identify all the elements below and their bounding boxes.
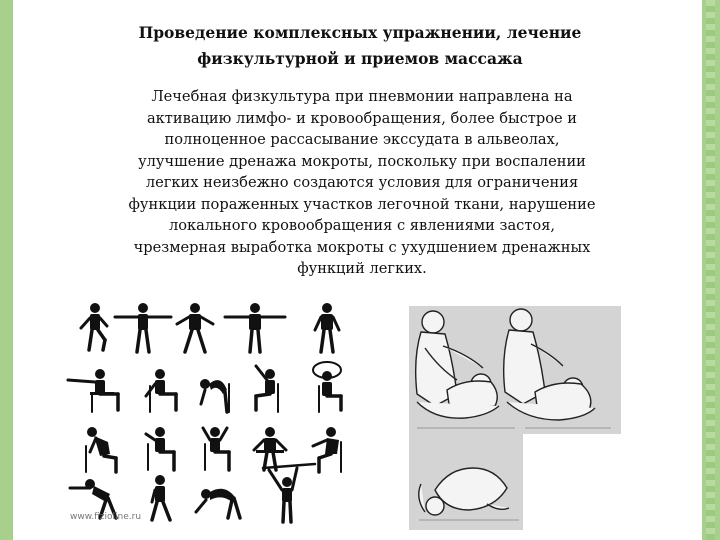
paragraph-line: легких неизбежно создаются условия для ограничения xyxy=(145,174,579,191)
exercise-figures-illustration xyxy=(65,298,365,528)
slide-paragraph xyxy=(82,86,642,280)
image-watermark: www.fizioline.ru xyxy=(70,512,142,522)
exercise-figure xyxy=(254,427,286,470)
exercise-figure xyxy=(68,369,118,412)
paragraph-line: Лечебная физкультура при пневмонии направлена на xyxy=(151,88,573,105)
exercise-figure xyxy=(81,303,107,350)
paragraph-line: активацию лимфо- и кровообращения, более быстрое и xyxy=(146,109,578,127)
slide-right-border-pattern xyxy=(706,0,715,540)
paragraph-line: функций легких. xyxy=(297,260,427,277)
exercise-figure xyxy=(203,427,229,470)
exercise-figure xyxy=(86,427,116,472)
slide-title-line-1: Проведение комплексных упражнении, лечение xyxy=(138,23,582,42)
exercise-figure xyxy=(146,427,174,470)
paragraph-line: функции пораженных участков легочной ткани, нарушение xyxy=(128,195,596,213)
massage-illustration xyxy=(395,298,625,530)
paragraph-line: чрезмерная выработка мокроты с ухудшением дренажных xyxy=(133,238,591,256)
exercise-figure xyxy=(263,464,315,522)
exercise-figure xyxy=(313,427,341,472)
exercise-figure xyxy=(152,475,170,520)
exercise-figure xyxy=(115,303,171,352)
exercise-figure xyxy=(200,379,229,412)
exercise-figure xyxy=(315,303,339,352)
paragraph-line: локального кровообращения с явлениями застоя, xyxy=(168,217,556,234)
paragraph-line: полноценное рассасывание экссудата в альвеолах, xyxy=(164,131,560,148)
slide-title-line-2: физкультурной и приемов массажа xyxy=(197,49,523,68)
slide-title xyxy=(100,20,620,72)
paragraph-line: улучшение дренажа мокроты, поскольку при воспалении xyxy=(138,152,586,170)
slide-left-border xyxy=(0,0,13,540)
exercise-figure xyxy=(146,369,176,412)
exercise-figure xyxy=(225,303,285,352)
exercise-figure xyxy=(256,366,278,412)
exercise-figure xyxy=(313,362,341,412)
exercise-figure xyxy=(177,303,213,352)
exercise-figure xyxy=(196,489,240,518)
